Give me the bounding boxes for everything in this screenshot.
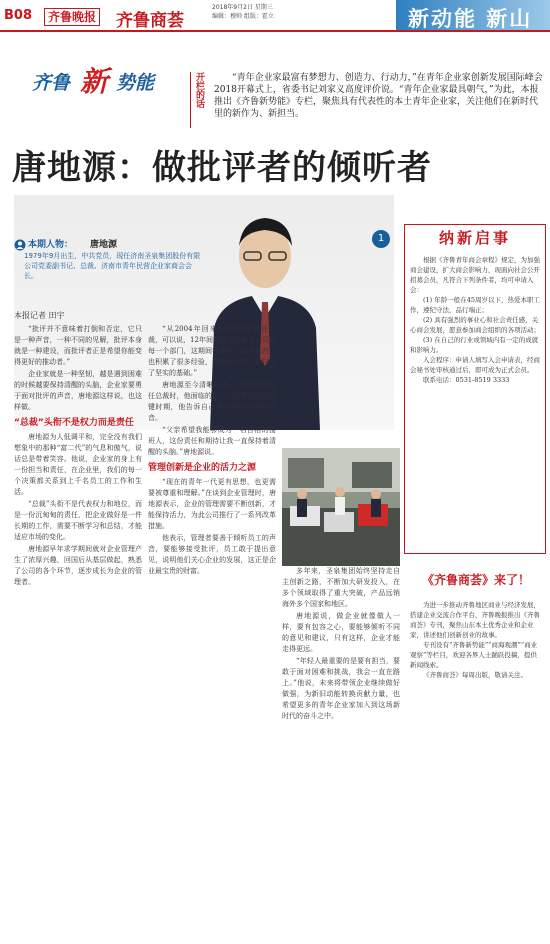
paper-name: 齐鲁晚报 bbox=[44, 8, 100, 26]
paragraph: (2) 具有强烈的事业心和社会责任感，关心商会发展，愿意参加商会组织的各项活动； bbox=[410, 316, 540, 334]
profile-icon bbox=[14, 239, 26, 251]
paragraph: “年轻人最重要的是要有担当，要敢于面对困难和挑战，我会一直在路上。”他说，未来将带领企业继续做好做强，为新旧动能转换贡献力量，也希望更多的青年企业家加入到这场新时代的奋斗之中。 bbox=[282, 657, 400, 720]
recruit-title: 纳新启事 bbox=[438, 229, 511, 247]
profile-bio: 1979年9月出生，中共党员，现任济南圣泉集团股份有限公司党委副书记、总裁、济南市青年民营企业家商会会长。 bbox=[24, 252, 201, 280]
paragraph: 多年来，圣泉集团始终坚持走自主创新之路，不断加大研发投入，在多个领域取得了重大突破，产品远销海外多个国家和地区。 bbox=[282, 567, 400, 608]
profile-name: 唐地源 bbox=[90, 240, 118, 250]
brand-middle: 新 bbox=[80, 65, 109, 98]
section-name: 齐鲁商荟 bbox=[116, 11, 184, 31]
paragraph: (3) 在自己的行业或领域内有一定的成就和影响力。 bbox=[410, 336, 539, 354]
article-column-2 bbox=[148, 324, 276, 934]
page-number: B08 bbox=[4, 8, 32, 23]
paragraph: 唐地源至今清晰记得，在2016年接任总裁时，他面临的是公司转型升级的关键时期，他告诉自己要多听听不同的声音。 bbox=[148, 381, 276, 422]
paragraph: 《齐鲁商荟》每周出版，敬请关注。 bbox=[423, 671, 527, 679]
headline: 唐地源：做批评者的倾听者 bbox=[12, 148, 432, 188]
section-subhead: “总裁”头衔不是权力而是责任 bbox=[14, 418, 134, 428]
paragraph: 他表示，管理者要善于倾听员工的声音，要能够接受批评，员工敢于提出意见，说明他们关心企业的发展，这正是企业最宝贵的财富。 bbox=[148, 534, 276, 575]
brand-left: 齐鲁 bbox=[32, 72, 71, 94]
header-banner bbox=[396, 0, 550, 61]
factory-photo bbox=[282, 448, 400, 566]
paragraph: 唐地源为人低调平和，完全没有我们想象中的那种“富二代”的气息和傲气，说话总是带着笑容。他说，企业家的身上有一份担当和责任，在企业里，我们的每一个决策都关系到上千名员工的工作和生活。 bbox=[14, 433, 142, 496]
paragraph: 专刊设有“齐鲁新势能”“商海观潮”“商业观察”等栏目，欢迎各界人士踊跃投稿，提供新闻线索。 bbox=[410, 641, 538, 669]
paragraph: 唐地源说，做企业就像做人一样，要有包容之心，要能够倾听不同的意见和建议，只有这样，企业才能走得更远。 bbox=[282, 612, 400, 653]
article-column-3 bbox=[282, 566, 400, 936]
banner-text: 新动能 新山东 bbox=[408, 7, 533, 61]
paragraph: 根据《齐鲁青年商会章程》规定，为加强商会建设，扩大商会影响力，现面向社会公开招募会员，凡符合下列条件者，均可申请入会： bbox=[410, 256, 540, 294]
brand-right: 势能 bbox=[116, 72, 155, 94]
header-staff: 编辑：穆帅 组版：霍立 bbox=[212, 13, 274, 20]
profile-label: 本期人物： bbox=[28, 240, 74, 250]
byline: 本报记者 田宇 bbox=[14, 311, 65, 320]
header-date: 2018年9月2日 星期三 bbox=[212, 4, 273, 11]
paragraph: “父亲希望我能够成为一名合格的接班人，这份责任和期待让我一直保持着清醒的头脑。”唐地源说。 bbox=[148, 426, 276, 456]
paragraph: “从2004年回来到2016年担任总裁，可以说，12年间我几乎走遍了公司的每一个部门，这期间我学到了很多东西，也积累了很多经验，为我后来的工作打下了坚实的基础。” bbox=[148, 325, 276, 377]
paragraph: “现在的青年一代更有思想，也更需要被尊重和理解。”在谈到企业管理时，唐地源表示，企业的管理需要不断创新，才能保持活力，为此公司推行了一系列改革措施。 bbox=[148, 478, 276, 530]
intro-text: “青年企业家最富有梦想力、创造力、行动力，”在青年企业家创新发展国际峰会2018开幕式上，省委书记刘家义高度评价说。“青年企业家最具朝气，”为此，本报推出《齐鲁新势能》专栏，聚焦具有代表性的本土青年企业家，关注他们在新时代里的新作为、新担当。 bbox=[214, 73, 543, 119]
paragraph: 联系电话：0531-8519 3333 bbox=[423, 376, 510, 384]
paragraph: 入会程序：申请人填写入会申请表，经商会秘书处审核通过后，即可成为正式会员。 bbox=[410, 356, 540, 374]
paragraph: 为进一步推动齐鲁地区商业与经济发展，搭建企业交流合作平台，齐鲁晚报推出《齐鲁商荟》专刊，聚焦山东本土优秀企业和企业家，讲述他们创新创业的故事。 bbox=[410, 601, 540, 639]
profile-number-badge: 1 bbox=[372, 230, 390, 248]
announcement-body bbox=[410, 600, 542, 934]
article-column-1 bbox=[14, 324, 142, 934]
paragraph: “批评并不意味着打倒和否定，它只是一种声音，一种不同的见解，批评本身就是一种建设，而批评者正是希望你能变得更好的推动者。” bbox=[14, 325, 142, 366]
paragraph: 企业家就是一种坚韧，越是遇到困难的时候越要保持清醒的头脑，企业家要勇于面对批评的声音，唐地源这样说，也这样做。 bbox=[14, 370, 142, 411]
section-subhead: 管理创新是企业的活力之源 bbox=[148, 463, 257, 473]
paragraph: 唐地源早年求学期间就对企业管理产生了浓厚兴趣，回国后从基层做起，熟悉了公司的各个环节，逐步成长为企业的管理者。 bbox=[14, 545, 142, 586]
paragraph: “总裁”头衔不是代表权力和地位，而是一份沉甸甸的责任，把企业做好是一件长期的工作，需要不断学习和总结，才能适应市场的变化。 bbox=[14, 500, 142, 541]
intro-label: 开栏的话 bbox=[190, 72, 204, 128]
announcement-title: 《齐鲁商荟》来了！ bbox=[421, 573, 530, 587]
paragraph: (1) 年龄一般在45周岁以下，热爱本职工作，遵纪守法，品行端正； bbox=[410, 296, 541, 314]
recruit-body bbox=[410, 255, 542, 551]
